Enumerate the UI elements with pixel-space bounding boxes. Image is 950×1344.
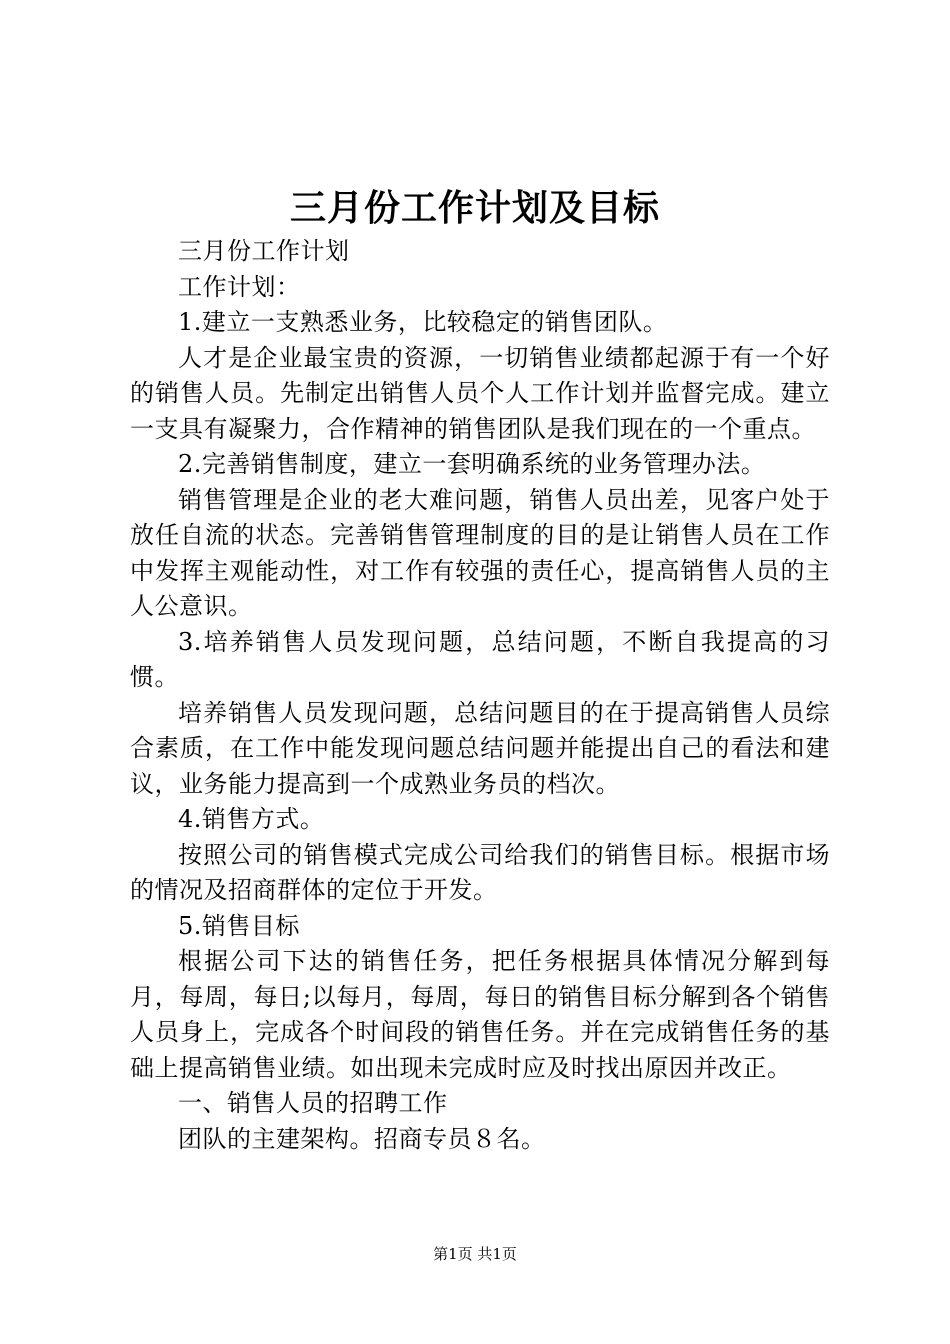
paragraph: 按照公司的销售模式完成公司给我们的销售目标。根据市场的情况及招商群体的定位于开发。 [130, 840, 830, 904]
page-footer: 第1页 共1页 [433, 1245, 517, 1263]
paragraph: 2.完善销售制度，建立一套明确系统的业务管理办法。 [178, 450, 766, 478]
paragraph: 根据公司下达的销售任务，把任务根据具体情况分解到每月，每周，每日;以每月，每周，每日的销售目标分解到各个销售人员身上，完成各个时间段的销售任务。并在完成销售任务的基础上提高销售业绩。如出现未完成时应及时找出原因并改正。 [130, 947, 830, 1082]
paragraph: 5.销售目标 [178, 911, 300, 940]
paragraph: 4.销售方式。 [178, 805, 325, 833]
paragraph: 培养销售人员发现问题，总结问题目的在于提高销售人员综合素质，在工作中能发现问题总结问题并能提出自己的看法和建议，业务能力提高到一个成熟业务员的档次。 [130, 698, 830, 798]
paragraph: 一、销售人员的招聘工作 [178, 1089, 448, 1117]
paragraph: 工作计划： [178, 272, 301, 301]
paragraph: 3.培养销售人员发现问题，总结问题，不断自我提高的习惯。 [130, 627, 830, 691]
document-body [130, 234, 830, 1157]
paragraph: 销售管理是企业的老大难问题，销售人员出差，见客户处于放任自流的状态。完善销售管理制度的目的是让销售人员在工作中发挥主观能动性，对工作有较强的责任心，提高销售人员的主人公意识。 [130, 485, 830, 620]
paragraph: 1.建立一支熟悉业务，比较稳定的销售团队。 [178, 308, 668, 336]
paragraph: 团队的主建架构。招商专员８名。 [178, 1124, 546, 1153]
document-title: 三月份工作计划及目标 [289, 187, 660, 229]
paragraph: 三月份工作计划 [178, 237, 350, 265]
paragraph: 人才是企业最宝贵的资源，一切销售业绩都起源于有一个好的销售人员。先制定出销售人员个人工作计划并监督完成。建立一支具有凝聚力，合作精神的销售团队是我们现在的一个重点。 [130, 343, 830, 443]
